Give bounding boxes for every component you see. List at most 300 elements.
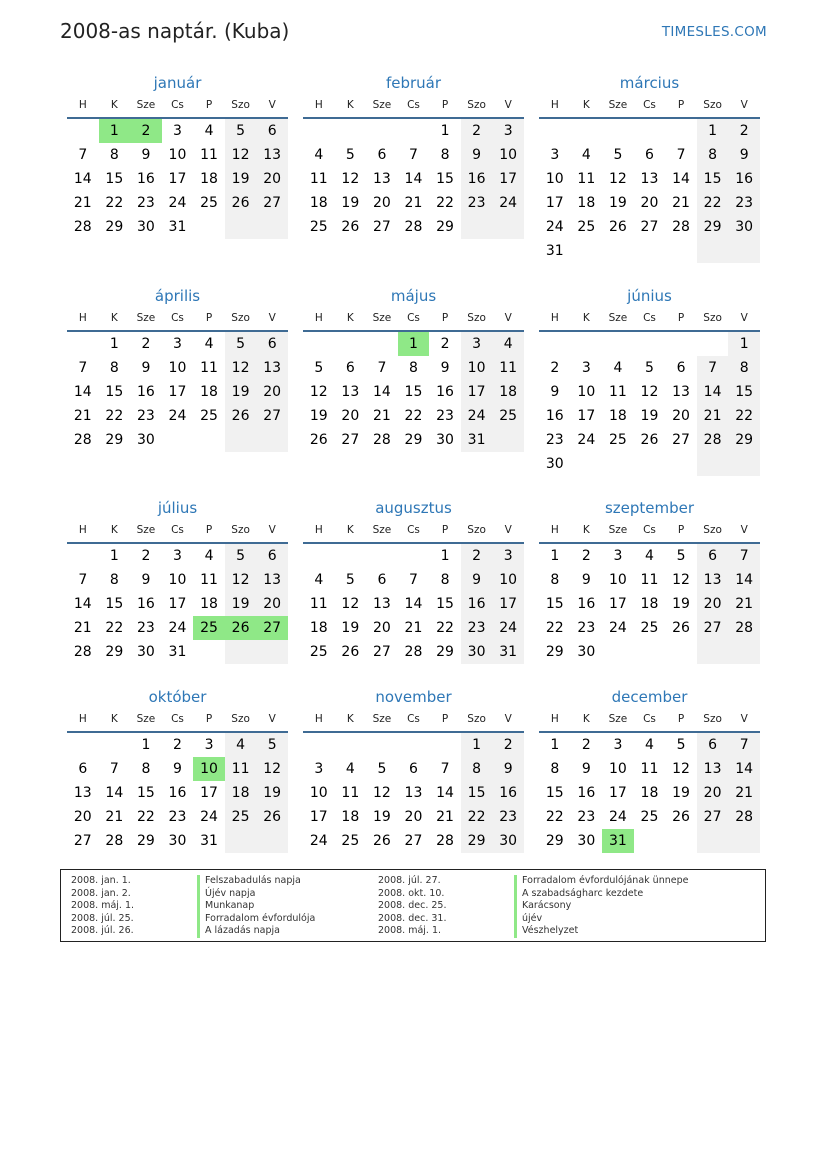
day-cell[interactable]: 2 [141, 548, 151, 564]
day-cell[interactable]: 11 [309, 171, 328, 187]
day-cell[interactable]: 19 [225, 380, 257, 404]
day-cell[interactable]: 31 [168, 219, 187, 235]
day-cell[interactable]: 10 [168, 360, 187, 376]
day-cell[interactable]: 4 [645, 548, 654, 564]
day-cell[interactable]: 6 [697, 544, 729, 568]
day-cell[interactable]: 8 [550, 572, 560, 588]
day-cell[interactable]: 28 [672, 219, 690, 235]
day-cell[interactable]: 11 [640, 761, 659, 777]
day-cell[interactable]: 26 [225, 404, 257, 428]
day-cell[interactable]: 9 [581, 761, 591, 777]
day-cell[interactable]: 30 [136, 432, 155, 448]
day-cell[interactable]: 13 [341, 384, 360, 400]
day-cell[interactable]: 4 [204, 336, 214, 352]
day-cell[interactable]: 5 [676, 737, 686, 753]
day-cell[interactable]: 15 [728, 380, 760, 404]
day-cell[interactable]: 1 [440, 123, 450, 139]
day-cell[interactable]: 4 [645, 737, 654, 753]
day-cell[interactable]: 1 [440, 548, 450, 564]
day-cell[interactable]: 17 [577, 408, 596, 424]
day-cell[interactable]: 21 [404, 195, 423, 211]
day-cell[interactable]: 18 [492, 380, 524, 404]
day-cell[interactable]: 17 [168, 596, 187, 612]
day-cell[interactable]: 8 [409, 360, 418, 376]
day-cell[interactable]: 10 [492, 568, 524, 592]
day-cell[interactable]: 29 [461, 829, 493, 853]
day-cell[interactable]: 22 [105, 195, 124, 211]
day-cell[interactable]: 25 [309, 219, 328, 235]
day-cell[interactable]: 22 [105, 620, 124, 636]
day-cell[interactable]: 8 [440, 147, 450, 163]
day-cell[interactable]: 23 [492, 805, 524, 829]
day-cell[interactable]: 18 [640, 785, 659, 801]
day-cell[interactable]: 16 [577, 785, 596, 801]
day-cell[interactable]: 18 [200, 596, 218, 612]
day-cell[interactable]: 17 [200, 785, 218, 801]
day-cell[interactable]: 26 [608, 219, 627, 235]
day-cell[interactable]: 29 [697, 215, 729, 239]
day-cell[interactable]: 23 [461, 616, 493, 640]
day-cell[interactable]: 14 [728, 568, 760, 592]
day-cell[interactable]: 7 [697, 356, 729, 380]
day-cell[interactable]: 2 [130, 119, 162, 143]
day-cell[interactable]: 15 [136, 785, 155, 801]
day-cell[interactable]: 31 [492, 640, 524, 664]
day-cell[interactable]: 20 [697, 592, 729, 616]
day-cell[interactable]: 12 [372, 785, 391, 801]
day-cell[interactable]: 2 [492, 733, 524, 757]
day-cell[interactable]: 16 [728, 167, 760, 191]
day-cell[interactable]: 10 [608, 572, 627, 588]
day-cell[interactable]: 10 [492, 143, 524, 167]
day-cell[interactable]: 19 [608, 195, 627, 211]
day-cell[interactable]: 24 [461, 404, 493, 428]
day-cell[interactable]: 30 [436, 432, 454, 448]
day-cell[interactable]: 11 [225, 757, 257, 781]
day-cell[interactable]: 26 [256, 805, 288, 829]
day-cell[interactable]: 9 [461, 143, 493, 167]
day-cell[interactable]: 7 [676, 147, 686, 163]
day-cell[interactable]: 8 [109, 360, 119, 376]
day-cell[interactable]: 22 [404, 408, 423, 424]
day-cell[interactable]: 25 [341, 833, 360, 849]
day-cell[interactable]: 7 [728, 544, 760, 568]
day-cell[interactable]: 21 [436, 809, 454, 825]
day-cell[interactable]: 16 [136, 384, 155, 400]
day-cell[interactable]: 18 [341, 809, 360, 825]
day-cell[interactable]: 1 [141, 737, 151, 753]
day-cell[interactable]: 25 [640, 620, 659, 636]
day-cell[interactable]: 5 [645, 360, 654, 376]
day-cell[interactable]: 21 [73, 408, 92, 424]
day-cell[interactable]: 30 [136, 644, 155, 660]
day-cell[interactable]: 24 [200, 809, 218, 825]
day-cell[interactable]: 16 [461, 167, 493, 191]
day-cell[interactable]: 9 [550, 384, 560, 400]
day-cell[interactable]: 28 [73, 432, 92, 448]
day-cell[interactable]: 16 [168, 785, 187, 801]
day-cell[interactable]: 17 [309, 809, 328, 825]
day-cell[interactable]: 3 [173, 123, 182, 139]
day-cell[interactable]: 16 [436, 384, 454, 400]
day-cell[interactable]: 28 [105, 833, 124, 849]
day-cell[interactable]: 12 [608, 171, 627, 187]
day-cell[interactable]: 11 [200, 572, 218, 588]
day-cell[interactable]: 14 [697, 380, 729, 404]
day-cell[interactable]: 2 [461, 119, 493, 143]
day-cell[interactable]: 1 [697, 119, 729, 143]
day-cell[interactable]: 1 [109, 336, 119, 352]
day-cell[interactable]: 25 [193, 616, 225, 640]
day-cell[interactable]: 13 [372, 596, 391, 612]
day-cell[interactable]: 21 [672, 195, 690, 211]
day-cell[interactable]: 27 [404, 833, 423, 849]
day-cell[interactable]: 2 [461, 544, 493, 568]
day-cell[interactable]: 13 [672, 384, 690, 400]
day-cell[interactable]: 18 [200, 384, 218, 400]
day-cell[interactable]: 9 [581, 572, 591, 588]
day-cell[interactable]: 24 [608, 809, 627, 825]
day-cell[interactable]: 25 [577, 219, 596, 235]
day-cell[interactable]: 26 [372, 833, 391, 849]
day-cell[interactable]: 10 [608, 761, 627, 777]
day-cell[interactable]: 8 [697, 143, 729, 167]
day-cell[interactable]: 28 [436, 833, 454, 849]
day-cell[interactable]: 20 [256, 380, 288, 404]
day-cell[interactable]: 12 [225, 356, 257, 380]
day-cell[interactable]: 6 [377, 572, 387, 588]
day-cell[interactable]: 20 [672, 408, 690, 424]
day-cell[interactable]: 29 [436, 644, 454, 660]
day-cell[interactable]: 31 [200, 833, 218, 849]
day-cell[interactable]: 1 [109, 548, 119, 564]
day-cell[interactable]: 11 [577, 171, 596, 187]
day-cell[interactable]: 6 [697, 733, 729, 757]
day-cell[interactable]: 30 [545, 456, 564, 472]
day-cell[interactable]: 9 [728, 143, 760, 167]
day-cell[interactable]: 25 [608, 432, 627, 448]
day-cell[interactable]: 6 [645, 147, 654, 163]
day-cell[interactable]: 8 [550, 761, 560, 777]
day-cell[interactable]: 21 [372, 408, 391, 424]
day-cell[interactable]: 18 [309, 195, 328, 211]
day-cell[interactable]: 10 [545, 171, 564, 187]
day-cell[interactable]: 11 [640, 572, 659, 588]
day-cell[interactable]: 31 [545, 243, 564, 259]
day-cell[interactable]: 8 [141, 761, 151, 777]
day-cell[interactable]: 15 [404, 384, 423, 400]
day-cell[interactable]: 1 [550, 737, 560, 753]
day-cell[interactable]: 9 [173, 761, 182, 777]
day-cell[interactable]: 30 [168, 833, 187, 849]
day-cell[interactable]: 2 [141, 336, 151, 352]
day-cell[interactable]: 8 [440, 572, 450, 588]
day-cell[interactable]: 14 [73, 596, 92, 612]
day-cell[interactable]: 22 [697, 191, 729, 215]
day-cell[interactable]: 3 [461, 332, 493, 356]
day-cell[interactable]: 7 [728, 733, 760, 757]
day-cell[interactable]: 3 [613, 737, 623, 753]
day-cell[interactable]: 13 [73, 785, 92, 801]
day-cell[interactable]: 6 [409, 761, 418, 777]
day-cell[interactable]: 23 [436, 408, 454, 424]
day-cell[interactable]: 20 [73, 809, 92, 825]
day-cell[interactable]: 17 [608, 785, 627, 801]
day-cell[interactable]: 25 [225, 805, 257, 829]
day-cell[interactable]: 23 [545, 432, 564, 448]
day-cell[interactable]: 10 [168, 147, 187, 163]
day-cell[interactable]: 18 [225, 781, 257, 805]
day-cell[interactable]: 28 [73, 644, 92, 660]
day-cell[interactable]: 12 [225, 568, 257, 592]
day-cell[interactable]: 14 [404, 171, 423, 187]
day-cell[interactable]: 15 [545, 596, 564, 612]
day-cell[interactable]: 27 [256, 616, 288, 640]
day-cell[interactable]: 5 [676, 548, 686, 564]
day-cell[interactable]: 7 [409, 147, 418, 163]
day-cell[interactable]: 4 [613, 360, 623, 376]
day-cell[interactable]: 27 [697, 805, 729, 829]
day-cell[interactable]: 29 [105, 432, 124, 448]
day-cell[interactable]: 28 [728, 616, 760, 640]
day-cell[interactable]: 30 [136, 219, 155, 235]
day-cell[interactable]: 12 [672, 761, 690, 777]
day-cell[interactable]: 28 [73, 219, 92, 235]
day-cell[interactable]: 19 [640, 408, 659, 424]
day-cell[interactable]: 23 [577, 620, 596, 636]
day-cell[interactable]: 21 [105, 809, 124, 825]
day-cell[interactable]: 10 [577, 384, 596, 400]
day-cell[interactable]: 29 [136, 833, 155, 849]
day-cell[interactable]: 24 [168, 620, 187, 636]
day-cell[interactable]: 3 [314, 761, 324, 777]
day-cell[interactable]: 21 [404, 620, 423, 636]
day-cell[interactable]: 17 [168, 171, 187, 187]
day-cell[interactable]: 26 [341, 644, 360, 660]
day-cell[interactable]: 14 [436, 785, 454, 801]
day-cell[interactable]: 13 [697, 568, 729, 592]
day-cell[interactable]: 9 [440, 360, 450, 376]
day-cell[interactable]: 22 [461, 805, 493, 829]
day-cell[interactable]: 20 [372, 620, 391, 636]
day-cell[interactable]: 8 [109, 572, 119, 588]
day-cell[interactable]: 14 [105, 785, 124, 801]
day-cell[interactable]: 7 [409, 572, 418, 588]
day-cell[interactable]: 4 [345, 761, 355, 777]
day-cell[interactable]: 24 [492, 616, 524, 640]
day-cell[interactable]: 26 [672, 809, 690, 825]
day-cell[interactable]: 14 [73, 171, 92, 187]
day-cell[interactable]: 6 [78, 761, 88, 777]
day-cell[interactable]: 5 [225, 332, 257, 356]
day-cell[interactable]: 9 [141, 572, 151, 588]
day-cell[interactable]: 16 [136, 171, 155, 187]
day-cell[interactable]: 14 [73, 384, 92, 400]
day-cell[interactable]: 8 [109, 147, 119, 163]
day-cell[interactable]: 19 [341, 620, 360, 636]
day-cell[interactable]: 19 [341, 195, 360, 211]
day-cell[interactable]: 24 [492, 191, 524, 215]
day-cell[interactable]: 25 [640, 809, 659, 825]
day-cell[interactable]: 27 [697, 616, 729, 640]
day-cell[interactable]: 3 [492, 544, 524, 568]
day-cell[interactable]: 23 [136, 620, 155, 636]
day-cell[interactable]: 13 [640, 171, 659, 187]
day-cell[interactable]: 27 [256, 191, 288, 215]
day-cell[interactable]: 15 [105, 171, 124, 187]
day-cell[interactable]: 30 [492, 829, 524, 853]
day-cell[interactable]: 23 [136, 408, 155, 424]
day-cell[interactable]: 24 [608, 620, 627, 636]
day-cell[interactable]: 30 [577, 833, 596, 849]
day-cell[interactable]: 31 [602, 829, 634, 853]
day-cell[interactable]: 11 [341, 785, 360, 801]
day-cell[interactable]: 1 [461, 733, 493, 757]
day-cell[interactable]: 23 [577, 809, 596, 825]
day-cell[interactable]: 22 [105, 408, 124, 424]
day-cell[interactable]: 15 [436, 171, 454, 187]
day-cell[interactable]: 27 [372, 219, 391, 235]
day-cell[interactable]: 28 [697, 428, 729, 452]
day-cell[interactable]: 15 [436, 596, 454, 612]
day-cell[interactable]: 12 [640, 384, 659, 400]
day-cell[interactable]: 11 [200, 147, 218, 163]
day-cell[interactable]: 16 [577, 596, 596, 612]
day-cell[interactable]: 30 [577, 644, 596, 660]
day-cell[interactable]: 14 [728, 757, 760, 781]
day-cell[interactable]: 28 [372, 432, 391, 448]
day-cell[interactable]: 19 [225, 592, 257, 616]
day-cell[interactable]: 26 [341, 219, 360, 235]
brand-link[interactable]: TIMESLES.COM [661, 24, 767, 40]
day-cell[interactable]: 18 [577, 195, 596, 211]
day-cell[interactable]: 6 [256, 119, 288, 143]
day-cell[interactable]: 25 [200, 408, 218, 424]
day-cell[interactable]: 22 [436, 195, 454, 211]
day-cell[interactable]: 5 [345, 572, 355, 588]
day-cell[interactable]: 1 [99, 119, 131, 143]
day-cell[interactable]: 6 [676, 360, 686, 376]
day-cell[interactable]: 17 [608, 596, 627, 612]
day-cell[interactable]: 9 [141, 147, 151, 163]
day-cell[interactable]: 28 [404, 219, 423, 235]
day-cell[interactable]: 13 [256, 356, 288, 380]
day-cell[interactable]: 31 [168, 644, 187, 660]
day-cell[interactable]: 11 [200, 360, 218, 376]
day-cell[interactable]: 14 [372, 384, 391, 400]
day-cell[interactable]: 3 [173, 336, 182, 352]
day-cell[interactable]: 15 [697, 167, 729, 191]
day-cell[interactable]: 19 [372, 809, 391, 825]
day-cell[interactable]: 26 [640, 432, 659, 448]
day-cell[interactable]: 19 [672, 596, 690, 612]
day-cell[interactable]: 10 [193, 757, 225, 781]
day-cell[interactable]: 18 [608, 408, 627, 424]
day-cell[interactable]: 13 [404, 785, 423, 801]
day-cell[interactable]: 14 [404, 596, 423, 612]
day-cell[interactable]: 20 [341, 408, 360, 424]
day-cell[interactable]: 20 [256, 592, 288, 616]
day-cell[interactable]: 8 [461, 757, 493, 781]
day-cell[interactable]: 4 [204, 123, 214, 139]
day-cell[interactable]: 27 [672, 432, 690, 448]
day-cell[interactable]: 19 [672, 785, 690, 801]
day-cell[interactable]: 29 [404, 432, 423, 448]
day-cell[interactable]: 10 [309, 785, 328, 801]
day-cell[interactable]: 19 [309, 408, 328, 424]
day-cell[interactable]: 6 [256, 544, 288, 568]
day-cell[interactable]: 22 [136, 809, 155, 825]
day-cell[interactable]: 3 [204, 737, 214, 753]
day-cell[interactable]: 31 [461, 428, 493, 452]
day-cell[interactable]: 12 [341, 171, 360, 187]
day-cell[interactable]: 27 [640, 219, 659, 235]
day-cell[interactable]: 30 [728, 215, 760, 239]
day-cell[interactable]: 23 [136, 195, 155, 211]
day-cell[interactable]: 4 [314, 147, 324, 163]
day-cell[interactable]: 7 [78, 360, 88, 376]
day-cell[interactable]: 4 [204, 548, 214, 564]
day-cell[interactable]: 29 [545, 644, 564, 660]
day-cell[interactable]: 27 [341, 432, 360, 448]
day-cell[interactable]: 12 [256, 757, 288, 781]
day-cell[interactable]: 2 [581, 548, 591, 564]
day-cell[interactable]: 12 [341, 596, 360, 612]
day-cell[interactable]: 26 [672, 620, 690, 636]
day-cell[interactable]: 29 [105, 644, 124, 660]
day-cell[interactable]: 6 [345, 360, 355, 376]
day-cell[interactable]: 24 [309, 833, 328, 849]
day-cell[interactable]: 16 [545, 408, 564, 424]
day-cell[interactable]: 25 [200, 195, 218, 211]
day-cell[interactable]: 16 [461, 592, 493, 616]
day-cell[interactable]: 5 [345, 147, 355, 163]
day-cell[interactable]: 15 [105, 596, 124, 612]
day-cell[interactable]: 4 [314, 572, 324, 588]
day-cell[interactable]: 25 [309, 644, 328, 660]
day-cell[interactable]: 20 [256, 167, 288, 191]
day-cell[interactable]: 27 [256, 404, 288, 428]
day-cell[interactable]: 21 [697, 404, 729, 428]
day-cell[interactable]: 15 [461, 781, 493, 805]
day-cell[interactable]: 13 [697, 757, 729, 781]
day-cell[interactable]: 19 [256, 781, 288, 805]
day-cell[interactable]: 20 [372, 195, 391, 211]
day-cell[interactable]: 26 [225, 616, 257, 640]
day-cell[interactable]: 25 [492, 404, 524, 428]
day-cell[interactable]: 7 [109, 761, 119, 777]
day-cell[interactable]: 1 [728, 332, 760, 356]
day-cell[interactable]: 10 [461, 356, 493, 380]
day-cell[interactable]: 20 [697, 781, 729, 805]
day-cell[interactable]: 28 [404, 644, 423, 660]
day-cell[interactable]: 20 [404, 809, 423, 825]
day-cell[interactable]: 4 [492, 332, 524, 356]
day-cell[interactable]: 29 [105, 219, 124, 235]
day-cell[interactable]: 29 [728, 428, 760, 452]
day-cell[interactable]: 22 [728, 404, 760, 428]
day-cell[interactable]: 3 [613, 548, 623, 564]
day-cell[interactable]: 9 [461, 568, 493, 592]
day-cell[interactable]: 6 [377, 147, 387, 163]
day-cell[interactable]: 29 [436, 219, 454, 235]
day-cell[interactable]: 21 [728, 781, 760, 805]
day-cell[interactable]: 29 [545, 833, 564, 849]
day-cell[interactable]: 2 [173, 737, 182, 753]
day-cell[interactable]: 26 [309, 432, 328, 448]
day-cell[interactable]: 19 [225, 167, 257, 191]
day-cell[interactable]: 24 [577, 432, 596, 448]
